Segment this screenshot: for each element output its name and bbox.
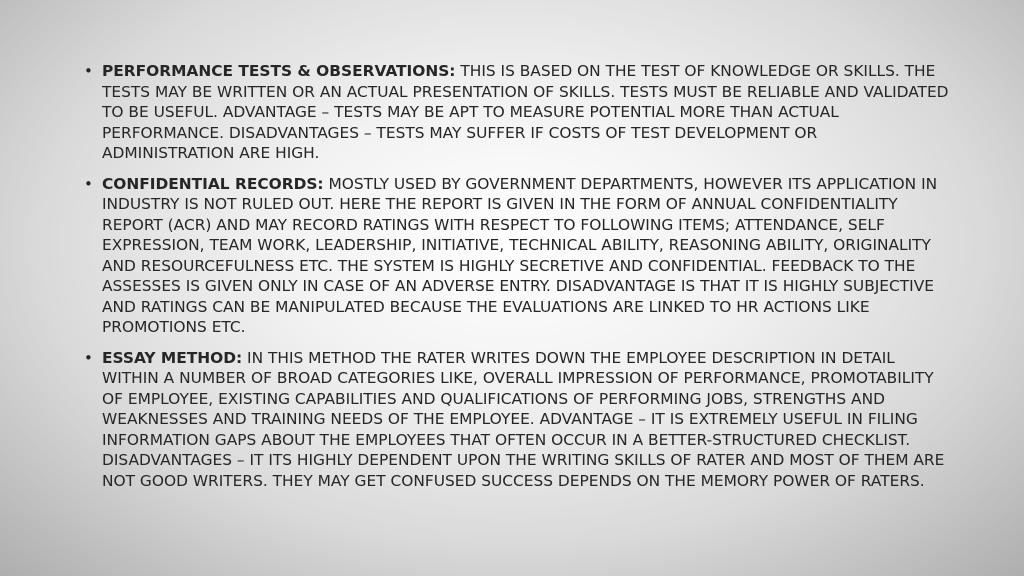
bullet-essay-method [84,348,954,492]
bullet-text: MOSTLY USED BY GOVERNMENT DEPARTMENTS, HOWEVER ITS APPLICATION IN INDUSTRY IS NOT RULED OUT. HERE THE REPORT IS GIVEN IN THE FORM OF ANNUAL CONFIDENTIALITY REPORT (ACR) AND MAY RECORD RATINGS WITH RESPECT TO FOLLOWING ITEMS; ATTENDANCE, SELF EXPRESSION, TEAM WORK, LEADERSHIP, INITIATIVE, TECHNICAL ABILITY, REASONING ABILITY, ORIGINALITY AND RESOURCEFULNESS ETC. THE SYSTEM IS HIGHLY SECRETIVE AND CONFIDENTIAL. FEEDBACK TO THE ASSESSES IS GIVEN ONLY IN CASE OF AN ADVERSE ENTRY. DISADVANTAGE IS THAT IT IS HIGHLY SUBJECTIVE AND RATINGS CAN BE MANIPULATED BECAUSE THE EVALUATIONS ARE LINKED TO HR ACTIONS LIKE PROMOTIONS ETC. [102,174,938,336]
bullet-text: THIS IS BASED ON THE TEST OF KNOWLEDGE OR SKILLS. THE TESTS MAY BE WRITTEN OR AN ACTUAL PRESENTATION OF SKILLS. TESTS MUST BE RELIABLE AND VALIDATED TO BE USEFUL. ADVANTAGE – TESTS MAY BE APT TO MEASURE POTENTIAL MORE THAN ACTUAL PERFORMANCE. DISADVANTAGES – TESTS MAY SUFFER IF COSTS OF TEST DEVELOPMENT OR ADMINISTRATION ARE HIGH. [102,62,949,162]
slide-content [84,61,954,501]
bullet-performance-tests [84,61,954,164]
bullet-confidential-records [84,174,954,338]
bullet-marker: • [84,174,93,193]
bullet-term: CONFIDENTIAL RECORDS: [102,174,324,193]
bullet-text: IN THIS METHOD THE RATER WRITES DOWN THE EMPLOYEE DESCRIPTION IN DETAIL WITHIN A NUMBER OF BROAD CATEGORIES LIKE, OVERALL IMPRESSION OF PERFORMANCE, PROMOTABILITY OF EMPLOYEE, EXISTING CAPABILITIES AND QUALIFICATIONS OF PERFORMING JOBS, STRENGTHS AND WEAKNESSES AND TRAINING NEEDS OF THE EMPLOYEE. ADVANTAGE – IT IS EXTREMELY USEFUL IN FILING INFORMATION GAPS ABOUT THE EMPLOYEES THAT OFTEN OCCUR IN A BETTER-STRUCTURED CHECKLIST. DISADVANTAGES – IT ITS HIGHLY DEPENDENT UPON THE WRITING SKILLS OF RATER AND MOST OF THEM ARE NOT GOOD WRITERS. THEY MAY GET CONFUSED SUCCESS DEPENDS ON THE MEMORY POWER OF RATERS. [102,348,945,490]
bullet-marker: • [84,348,93,367]
bullet-term: PERFORMANCE TESTS & OBSERVATIONS: [102,62,456,80]
bullet-term: ESSAY METHOD: [102,348,243,367]
bullet-marker: • [84,62,93,80]
